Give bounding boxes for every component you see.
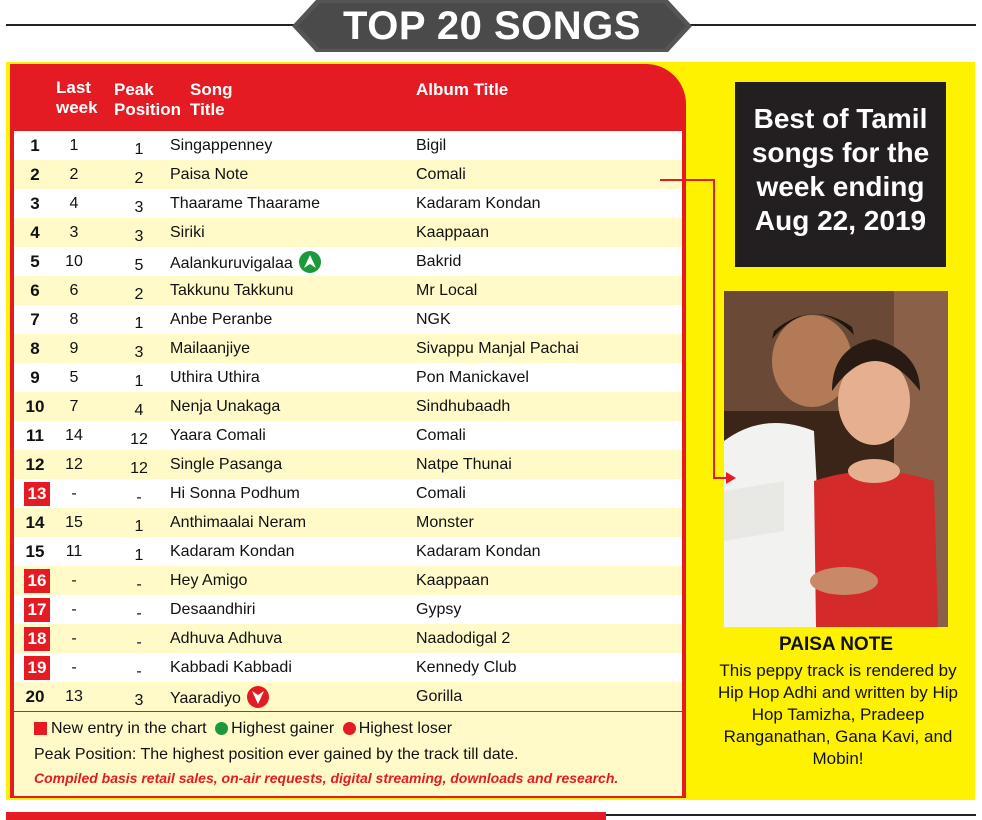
album-title-cell: Kaappaan <box>416 224 489 241</box>
album-title-cell: Comali <box>416 166 466 183</box>
header-last-week-line1: Last <box>56 78 91 97</box>
table-row <box>14 479 682 508</box>
last-week-cell: 7 <box>69 398 79 415</box>
rank-cell: 3 <box>30 194 40 213</box>
peak-position-cell: 1 <box>134 141 144 158</box>
album-title-cell: Kadaram Kondan <box>416 195 541 212</box>
song-title: Kabbadi Kabbadi <box>170 659 292 676</box>
peak-position-cell: 1 <box>134 315 144 332</box>
header-song-line2: Title <box>190 100 225 119</box>
last-week-cell: 12 <box>65 456 83 473</box>
header-last-week-line2: week <box>56 98 98 117</box>
week-heading-line: Best of Tamil <box>753 103 928 134</box>
song-title: Anthimaalai Neram <box>170 514 307 531</box>
header-album: Album Title <box>416 80 509 99</box>
album-title-cell: Comali <box>416 485 466 502</box>
rank-cell: 10 <box>25 397 45 416</box>
song-title: Thaarame Thaarame <box>170 195 320 212</box>
header-peak-line2: Position <box>114 100 182 119</box>
loser-icon <box>343 722 356 735</box>
song-title: Mailaanjiye <box>170 340 251 357</box>
song-title-cell <box>170 253 321 275</box>
rank-cell: 19 <box>24 656 50 680</box>
song-title: Hey Amigo <box>170 572 248 589</box>
song-title-cell <box>170 456 282 474</box>
album-title-cell: Gypsy <box>416 601 462 618</box>
peak-position-cell: 5 <box>134 257 144 274</box>
album-title-cell: Kennedy Club <box>416 659 517 676</box>
last-week-cell: 14 <box>65 427 83 444</box>
table-row <box>14 276 682 305</box>
highest-loser-icon <box>247 686 269 708</box>
song-title: Paisa Note <box>170 166 249 183</box>
rank-cell: 2 <box>30 165 40 184</box>
header-song <box>190 80 233 120</box>
song-title: Siriki <box>170 224 205 241</box>
table-row <box>14 189 682 218</box>
peak-position-cell: 3 <box>134 228 144 245</box>
header-last-week <box>56 78 98 118</box>
last-week-cell: 1 <box>69 137 79 154</box>
last-week-cell: 15 <box>65 514 83 531</box>
legend <box>14 712 682 796</box>
featured-photo-illustration <box>724 291 948 627</box>
song-title: Kadaram Kondan <box>170 543 295 560</box>
album-title-cell: Bigil <box>416 137 447 154</box>
table-row <box>14 218 682 247</box>
new-entry-icon <box>34 722 47 735</box>
rank-cell: 20 <box>25 687 45 706</box>
last-week-cell: 9 <box>69 340 79 357</box>
highest-gainer-icon <box>299 251 321 273</box>
album-title-cell: Pon Manickavel <box>416 369 529 386</box>
song-title-cell <box>170 659 292 677</box>
rank-cell: 6 <box>30 281 40 300</box>
table-row <box>14 508 682 537</box>
bottom-rule <box>606 814 976 816</box>
song-title-cell <box>170 195 320 213</box>
peak-position-cell: - <box>136 634 142 651</box>
song-title-cell <box>170 514 306 532</box>
song-title-cell <box>170 166 248 184</box>
title-banner <box>292 0 692 52</box>
album-title-cell: Gorilla <box>416 688 463 705</box>
banner-title: TOP 20 SONGS <box>343 4 641 48</box>
last-week-cell: - <box>71 630 77 647</box>
song-title-cell <box>170 427 266 445</box>
last-week-cell: 6 <box>69 282 79 299</box>
song-title-cell <box>170 688 269 710</box>
last-week-cell: 4 <box>69 195 79 212</box>
legend-keys <box>34 720 452 738</box>
rank-cell: 5 <box>30 252 40 271</box>
rank-cell: 9 <box>30 368 40 387</box>
peak-position-cell: 4 <box>134 402 144 419</box>
table-row <box>14 450 682 479</box>
peak-position-cell: 1 <box>134 518 144 535</box>
rank-cell: 16 <box>24 569 50 593</box>
peak-position-cell: 3 <box>134 344 144 361</box>
song-title-cell <box>170 340 250 358</box>
song-title-cell <box>170 369 260 387</box>
table-row <box>14 334 682 363</box>
rank-cell: 13 <box>24 482 50 506</box>
peak-note: Peak Position: The highest position ever gained by the track till date. <box>34 746 519 763</box>
peak-position-cell: 12 <box>130 460 148 477</box>
table-row <box>14 537 682 566</box>
last-week-cell: 11 <box>65 543 83 560</box>
week-heading-line: Aug 22, 2019 <box>754 205 927 236</box>
last-week-cell: 5 <box>69 369 79 386</box>
legend-new-entry: New entry in the chart <box>51 720 207 737</box>
song-title-cell <box>170 601 255 619</box>
song-title: Hi Sonna Podhum <box>170 485 300 502</box>
table-row <box>14 595 682 624</box>
song-title-cell <box>170 224 205 242</box>
album-title-cell: NGK <box>416 311 451 328</box>
rank-cell: 7 <box>30 310 40 329</box>
song-title: Takkunu Takkunu <box>170 282 294 299</box>
song-title: Singappenney <box>170 137 273 154</box>
song-title: Yaara Comali <box>170 427 266 444</box>
table-row <box>14 160 682 189</box>
album-title-cell: Natpe Thunai <box>416 456 512 473</box>
peak-position-cell: 2 <box>134 286 144 303</box>
rank-cell: 17 <box>24 598 50 622</box>
table-row <box>14 421 682 450</box>
song-title-cell <box>170 311 272 329</box>
song-title: Yaaradiyo <box>170 690 241 708</box>
gainer-icon <box>215 722 228 735</box>
legend-loser: Highest loser <box>358 720 453 737</box>
peak-position-cell: - <box>136 489 142 506</box>
peak-position-cell: 12 <box>130 431 148 448</box>
song-title-cell <box>170 630 282 648</box>
peak-position-cell: 3 <box>134 199 144 216</box>
week-heading-line: songs for the <box>751 137 930 168</box>
rank-cell: 1 <box>30 136 40 155</box>
table-row <box>14 653 682 682</box>
song-title: Aalankuruvigalaa <box>170 255 293 273</box>
table-row <box>14 566 682 595</box>
feature-description: This peppy track is rendered by Hip Hop Adhi and written by Hip Hop Tamizha, Pradeep Ranganathan, Gana Kavi, and Mobin! <box>717 661 959 768</box>
legend-gainer: Highest gainer <box>231 720 335 737</box>
album-title-cell: Bakrid <box>416 253 462 270</box>
feature-title: PAISA NOTE <box>778 634 893 655</box>
song-title: Uthira Uthira <box>170 369 260 386</box>
header-peak-line1: Peak <box>114 80 154 99</box>
peak-position-cell: 1 <box>134 547 144 564</box>
week-heading-box <box>735 82 946 267</box>
featured-photo <box>724 291 948 627</box>
peak-position-cell: - <box>136 576 142 593</box>
album-title-cell: Sivappu Manjal Pachai <box>416 340 579 357</box>
rank-cell: 8 <box>30 339 40 358</box>
song-title-cell <box>170 137 272 155</box>
header-song-line1: Song <box>190 80 233 99</box>
peak-position-cell: - <box>136 663 142 680</box>
last-week-cell: - <box>71 572 77 589</box>
bottom-red-strip <box>6 812 606 820</box>
song-title-cell <box>170 398 280 416</box>
song-title-cell <box>170 572 247 590</box>
rank-cell: 18 <box>24 627 50 651</box>
rank-cell: 15 <box>25 542 45 561</box>
table-row <box>14 131 682 160</box>
last-week-cell: 10 <box>65 253 83 270</box>
last-week-cell: 2 <box>69 166 79 183</box>
week-heading-line: week ending <box>756 171 925 202</box>
album-title-cell: Mr Local <box>416 282 478 299</box>
peak-position-cell: 1 <box>134 373 144 390</box>
song-title: Anbe Peranbe <box>170 311 273 328</box>
last-week-cell: - <box>71 485 77 502</box>
song-title-cell <box>170 543 295 561</box>
song-title: Adhuva Adhuva <box>170 630 283 647</box>
album-title-cell: Sindhubaadh <box>416 398 511 415</box>
last-week-cell: 8 <box>69 311 79 328</box>
song-title-cell <box>170 485 300 503</box>
songs-table <box>14 131 682 712</box>
rank-cell: 14 <box>25 513 45 532</box>
last-week-cell: - <box>71 601 77 618</box>
rank-cell: 12 <box>25 455 45 474</box>
album-title-cell: Monster <box>416 514 474 531</box>
album-title-cell: Kadaram Kondan <box>416 543 541 560</box>
rank-cell: 4 <box>30 223 40 242</box>
header-peak <box>114 80 181 120</box>
table-row <box>14 682 682 711</box>
last-week-cell: 13 <box>65 688 83 705</box>
peak-position-cell: - <box>136 605 142 622</box>
peak-position-cell: 2 <box>134 170 144 187</box>
song-title-cell <box>170 282 293 300</box>
album-title-cell: Comali <box>416 427 466 444</box>
last-week-cell: - <box>71 659 77 676</box>
album-title-cell: Naadodigal 2 <box>416 630 511 647</box>
table-row <box>14 305 682 334</box>
table-row <box>14 247 682 276</box>
last-week-cell: 3 <box>69 224 79 241</box>
footnote: Compiled basis retail sales, on-air requests, digital streaming, downloads and research. <box>34 770 619 786</box>
peak-position-cell: 3 <box>134 692 144 709</box>
song-title: Single Pasanga <box>170 456 283 473</box>
table-row <box>14 624 682 653</box>
song-title: Desaandhiri <box>170 601 256 618</box>
table-row <box>14 363 682 392</box>
rank-cell: 11 <box>26 426 44 445</box>
table-row <box>14 392 682 421</box>
album-title-cell: Kaappaan <box>416 572 489 589</box>
song-title: Nenja Unakaga <box>170 398 281 415</box>
